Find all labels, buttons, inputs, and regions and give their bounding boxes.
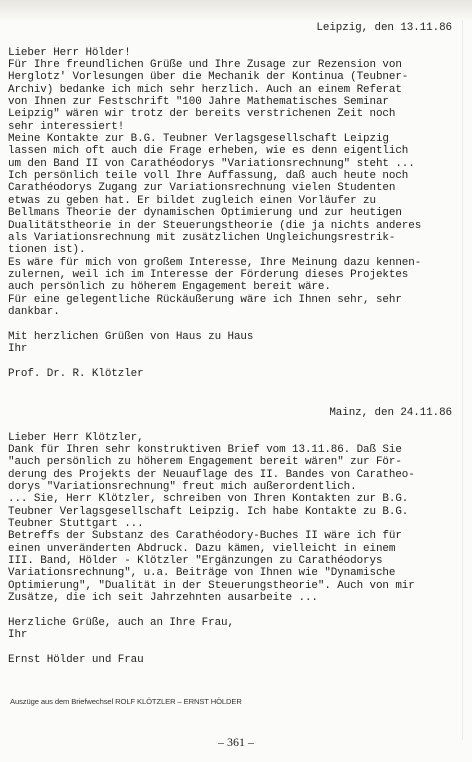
letter1-line: zulernen, weil ich im Interesse der Förderung dieses Projektes — [8, 268, 409, 281]
letter1-signature: Prof. Dr. R. Klötzler — [8, 367, 144, 380]
letter1-line: Dualitätstheorie in der Steuerungstheorie (die ja nichts anderes — [8, 219, 422, 232]
letter2-line: derung des Projekts der Neuauflage des II. Bandes von Caratheo- — [8, 468, 415, 481]
letter1-line: Ich persönlich teile voll Ihre Auffassung, daß auch heute noch — [8, 170, 409, 183]
letter2-line: Teubner Stuttgart ... — [8, 518, 144, 531]
letter2-line: III. Band, Hölder - Klötzler "Ergänzungen zu Carathéodorys — [8, 555, 383, 568]
page-number: – 361 – — [218, 735, 254, 749]
letter2-date: Mainz, den 24.11.86 — [329, 407, 452, 419]
letter2-line: Dank für Ihren sehr konstruktiven Brief vom 13.11.86. Daß Sie — [8, 444, 402, 457]
letter-hoelder — [8, 407, 460, 666]
figure-caption: Auszüge aus dem Briefwechsel ROLF KLÖTZLER – ERNST HÖLDER — [10, 697, 242, 706]
letter1-line: tionen ist). — [8, 244, 86, 257]
letter1-line: von Ihnen zur Festschrift "100 Jahre Mathematisches Seminar — [8, 96, 389, 109]
letter2-line: Teubner Verlagsgesellschaft Leipzig. Ich habe Kontakte zu B.G. — [8, 505, 409, 518]
letter1-line: Leipzig" wären wir trotz der bereits verstrichenen Zeit noch — [8, 108, 396, 121]
letter1-line: um den Band II von Carathéodorys "Variationsrechnung" steht ... — [8, 157, 415, 170]
letter2-salutation: Lieber Herr Klötzler, — [8, 431, 144, 444]
letter1-line: Für Ihre freundlichen Grüße und Ihre Zusage zur Rezension von — [8, 59, 402, 72]
letter2-line: Variationsrechnung", u.a. Beiträge von Ihnen wie "Dynamische — [8, 567, 396, 580]
letter2-line: Zusätze, die ich seit Jahrzehnten ausarbeite ... — [8, 592, 318, 605]
letter1-date: Leipzig, den 13.11.86 — [316, 22, 452, 34]
letter1-closing2: Ihr — [8, 342, 28, 355]
letter1-line: Carathéodorys Zugang zur Variationsrechnung vielen Studenten — [8, 182, 396, 195]
letter1-line: Meine Kontakte zur B.G. Teubner Verlagsgesellschaft Leipzig — [8, 133, 389, 146]
letter1-line: als Variationsrechnung mit zusätzlichen Ungleichungsrestrik- — [8, 231, 396, 244]
page-edge — [462, 20, 463, 740]
letter1-line: Bellmans Theorie der dynamischen Optimierung und zur heutigen — [8, 207, 402, 220]
letter1-line: lassen mich oft auch die Frage erheben, wie es denn eigentlich — [8, 145, 409, 158]
letter-kloetzler — [8, 22, 460, 380]
letter2-line: Optimierung", "Dualität in der Steuerungstheorie". Auch von mir — [8, 579, 415, 592]
letter1-line: dankbar. — [8, 305, 60, 318]
letter2-signature: Ernst Hölder und Frau — [8, 653, 144, 666]
letter1-line: sehr interessiert! — [8, 120, 125, 133]
letter1-body — [8, 59, 460, 318]
letter2-line: einen unveränderten Abdruck. Dazu kämen, vielleicht in einem — [8, 542, 396, 555]
letter2-body — [8, 444, 460, 604]
letter2-line: Betreffs der Substanz des Carathéodory-Buches II wäre ich für — [8, 530, 402, 543]
letter2-closing2: Ihr — [8, 629, 28, 642]
letter2-closing: Herzliche Grüße, auch an Ihre Frau, — [8, 616, 234, 629]
letter1-salutation: Lieber Herr Hölder! — [8, 46, 131, 59]
scan-shadow — [0, 0, 472, 22]
letter2-line: dorys "Variationsrechnung" freut mich außerordentlich. — [8, 481, 357, 494]
letter1-line: Archiv) bedanke ich mich sehr herzlich. Auch an einem Referat — [8, 83, 402, 96]
letter1-line: etwas zu geben hat. Er bildet zugleich einen Vorläufer zu — [8, 194, 376, 207]
letter2-line: ... Sie, Herr Klötzler, schreiben von Ihren Kontakten zur B.G. — [8, 493, 409, 506]
letter1-closing: Mit herzlichen Grüßen von Haus zu Haus — [8, 330, 254, 343]
letter1-line: auch persönlich zu höherem Engagement bereit wäre. — [8, 281, 331, 294]
letter2-line: "auch persönlich zu höherem Engagement bereit wären" zur För- — [8, 456, 402, 469]
letter1-line: Für eine gelegentliche Rückäußerung wäre ich Ihnen sehr, sehr — [8, 293, 402, 306]
letter1-line: Es wäre für mich von großem Interesse, Ihre Meinung dazu kennen- — [8, 256, 422, 269]
letter1-line: Herglotz' Vorlesungen über die Mechanik der Kontinua (Teubner- — [8, 71, 409, 84]
